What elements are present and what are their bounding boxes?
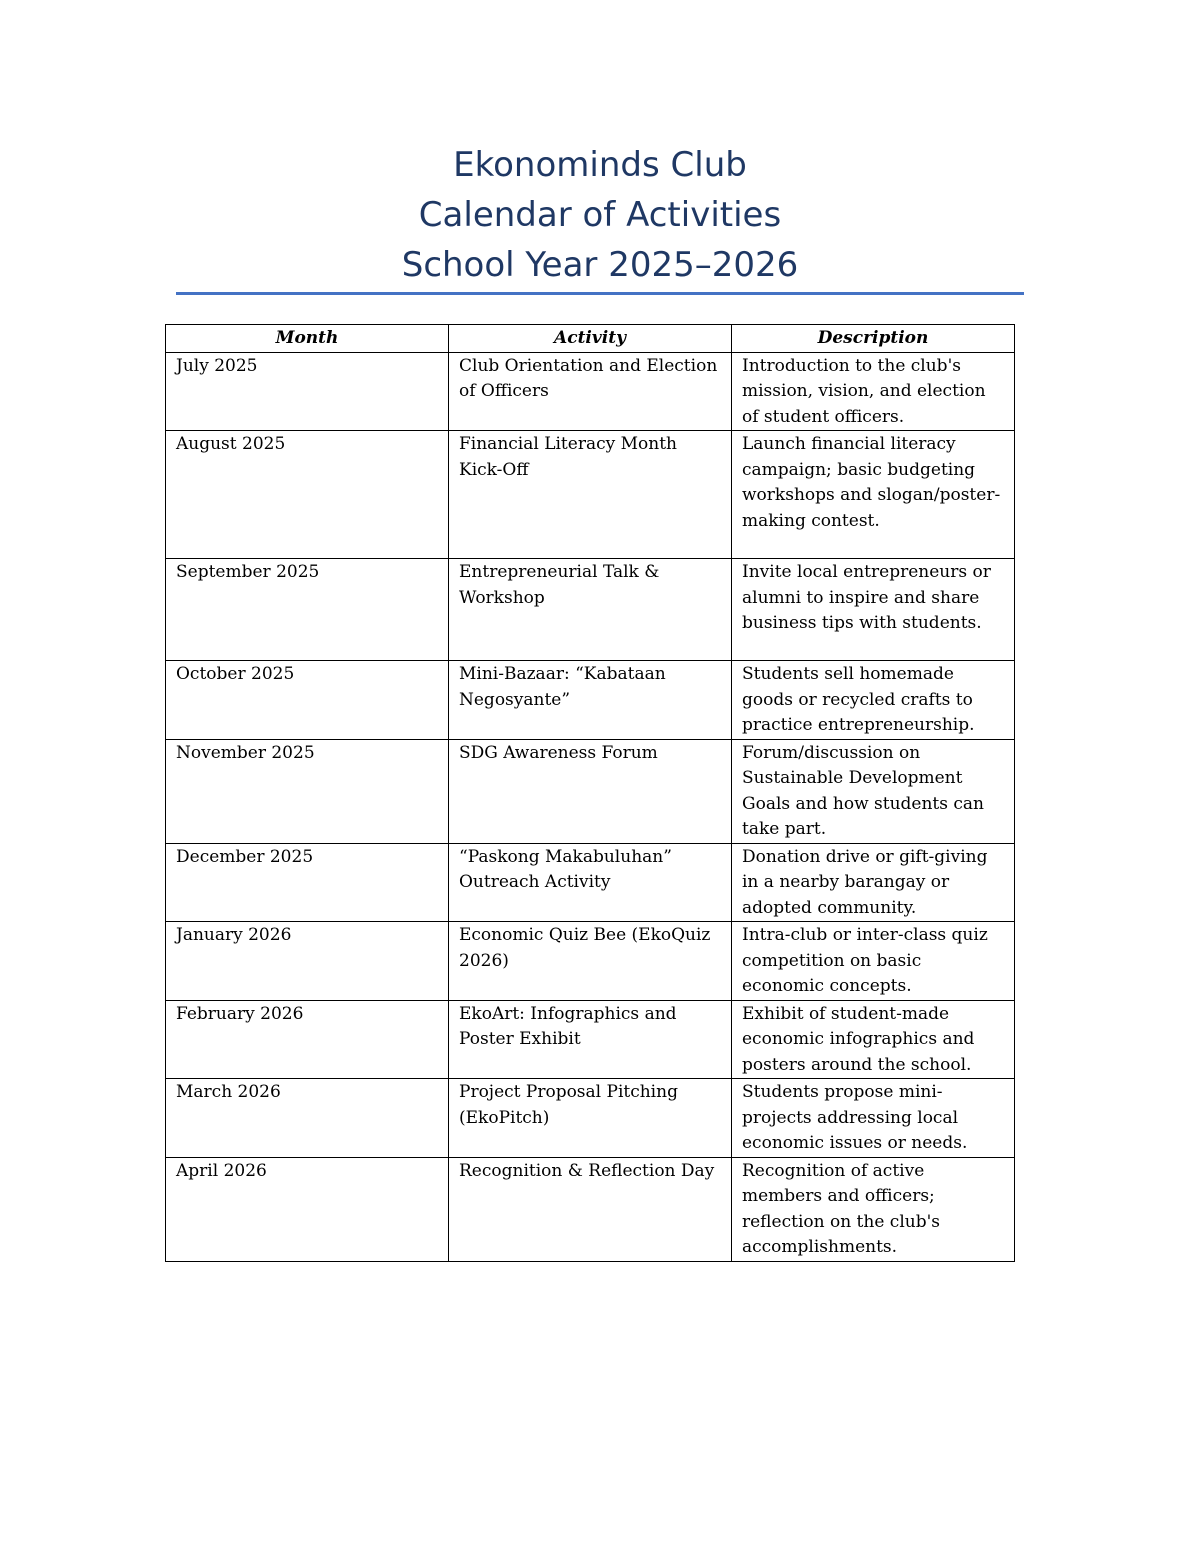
description-cell: Invite local entrepreneurs or alumni to inspire and share business tips with students. [732, 559, 1015, 661]
month-cell: April 2026 [166, 1157, 449, 1261]
activity-cell: “Paskong Makabuluhan” Outreach Activity [449, 843, 732, 922]
title-divider [176, 292, 1024, 295]
activity-cell: Recognition & Reflection Day [449, 1157, 732, 1261]
activity-cell: Entrepreneurial Talk & Workshop [449, 559, 732, 661]
month-cell: February 2026 [166, 1000, 449, 1079]
club-name: Ekonominds Club [453, 145, 747, 185]
description-cell: Students propose mini-projects addressing local economic issues or needs. [732, 1079, 1015, 1158]
table-row [166, 739, 1015, 843]
description-cell: Launch financial literacy campaign; basic budgeting workshops and slogan/poster-making contest. [732, 431, 1015, 559]
month-cell: October 2025 [166, 661, 449, 740]
month-cell: September 2025 [166, 559, 449, 661]
document-title [0, 140, 1200, 290]
description-cell: Recognition of active members and officers; reflection on the club's accomplishments. [732, 1157, 1015, 1261]
table-header-row [166, 325, 1015, 353]
table-row [166, 843, 1015, 922]
activity-cell: Financial Literacy Month Kick-Off [449, 431, 732, 559]
description-cell: Students sell homemade goods or recycled crafts to practice entrepreneurship. [732, 661, 1015, 740]
description-cell: Forum/discussion on Sustainable Development Goals and how students can take part. [732, 739, 1015, 843]
activity-cell: Mini-Bazaar: “Kabataan Negosyante” [449, 661, 732, 740]
month-cell: March 2026 [166, 1079, 449, 1158]
table-row [166, 352, 1015, 431]
calendar-heading: Calendar of Activities [418, 195, 782, 235]
column-header-month: Month [166, 325, 449, 353]
table-row [166, 559, 1015, 661]
month-cell: December 2025 [166, 843, 449, 922]
activity-cell: Economic Quiz Bee (EkoQuiz 2026) [449, 922, 732, 1001]
activity-cell: Club Orientation and Election of Officers [449, 352, 732, 431]
school-year: School Year 2025–2026 [401, 245, 799, 285]
description-cell: Introduction to the club's mission, vision, and election of student officers. [732, 352, 1015, 431]
table-row [166, 1079, 1015, 1158]
month-cell: November 2025 [166, 739, 449, 843]
table-row [166, 1000, 1015, 1079]
month-cell: January 2026 [166, 922, 449, 1001]
column-header-activity: Activity [449, 325, 732, 353]
table-row [166, 661, 1015, 740]
month-cell: July 2025 [166, 352, 449, 431]
month-cell: August 2025 [166, 431, 449, 559]
table-row [166, 431, 1015, 559]
description-cell: Donation drive or gift-giving in a nearby barangay or adopted community. [732, 843, 1015, 922]
description-cell: Exhibit of student-made economic infographics and posters around the school. [732, 1000, 1015, 1079]
activity-cell: SDG Awareness Forum [449, 739, 732, 843]
activity-cell: EkoArt: Infographics and Poster Exhibit [449, 1000, 732, 1079]
activities-table [165, 324, 1015, 1262]
table-row [166, 1157, 1015, 1261]
activity-cell: Project Proposal Pitching (EkoPitch) [449, 1079, 732, 1158]
description-cell: Intra-club or inter-class quiz competition on basic economic concepts. [732, 922, 1015, 1001]
table-row [166, 922, 1015, 1001]
column-header-description: Description [732, 325, 1015, 353]
